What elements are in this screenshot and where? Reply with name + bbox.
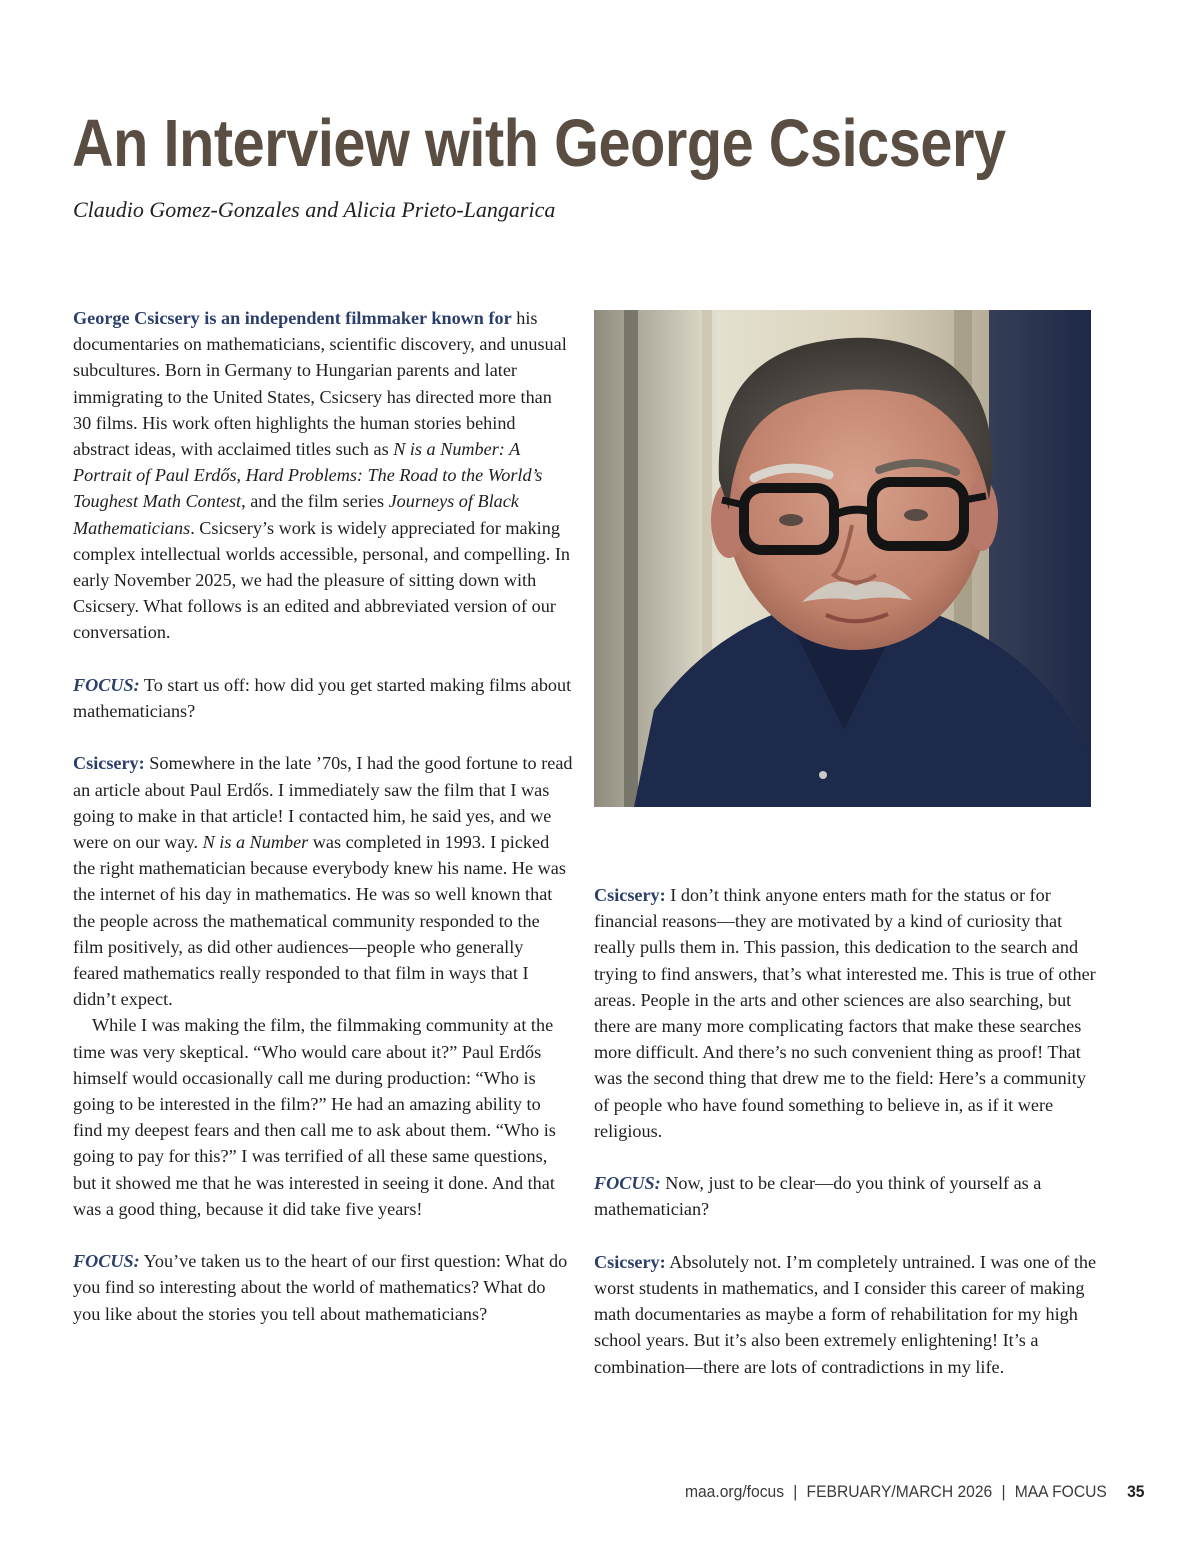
article-title: An Interview with George Csicsery <box>72 106 1006 181</box>
page-number: 35 <box>1126 1482 1144 1501</box>
answer-3: Csicsery: Absolutely not. I’m completely untrained. I was one of the worst students in mathematics, and I consider this career of making math documentaries as maybe a form of rehabilitation for my high school years. But it’s also been extremely enlightening! It’s a combination—there are lots of contradictions in my life. <box>594 1251 1097 1377</box>
intro-lead: George Csicsery is an independent filmmaker known for <box>73 308 512 328</box>
speaker-label: Csicsery: <box>594 885 666 905</box>
right-column <box>594 882 1104 1380</box>
footer-separator: | <box>1000 1482 1006 1501</box>
speaker-label: FOCUS: <box>73 1251 140 1272</box>
film-title: Journeys of Black Mathematicians <box>73 491 519 538</box>
speaker-label: FOCUS: <box>73 674 140 695</box>
page-footer <box>684 1480 1144 1504</box>
footer-separator: | <box>792 1482 797 1501</box>
footer-issue: FEBRUARY/MARCH 2026 <box>806 1482 992 1501</box>
question-2: FOCUS: You’ve taken us to the heart of our first question: What do you find so interesting about the world of mathematics? What do you like about the stories you tell about mathematicians? <box>73 1251 568 1324</box>
film-title: N is a Number <box>202 832 309 853</box>
speaker-label: Csicsery: <box>594 1251 666 1272</box>
answer-1: Csicsery: Somewhere in the late ’70s, I had the good fortune to read an article about Paul Erdős. I immediately saw the film that I was going to make in that article! I contacted him, he said yes, and we were on our way. N is a Number was completed in 1993. I picked the right mathematician because everybody knew his name. He was the internet of his day in mathematics. He was so well known that the people across the mathematical community responded to the film positively, as did other audiences—people who generally feared mathematics really responded to that film in ways that I didn’t expect. <box>73 753 573 1010</box>
question-3: FOCUS: Now, just to be clear—do you think of yourself as a mathematician? <box>594 1173 1042 1220</box>
answer-2: Csicsery: I don’t think anyone enters math for the status or for financial reasons—they are motivated by a kind of curiosity that really pulls them in. This passion, this dedication to the search and trying to find answers, that’s what interested me. This is true of other areas. People in the arts and other sciences are also searching, but there are many more complicating factors that make these searches more difficult. And there’s no such convenient thing as proof! That was the second thing that drew me to the field: Here’s a community of people who have found something to believe in, as if it were religious. <box>594 885 1096 1141</box>
answer-1-continued: While I was making the film, the filmmaking community at the time was very skeptical. “Who would care about it?” Paul Erdős himself would occasionally call me during production: “Who is going to be interested in the film?” He had an amazing ability to find my deepest fears and then call me to ask about them. “Who is going to pay for this?” I was terrified of all these same questions, but it showed me that he was interested in seeing it done. And that was a good thing, because it did take five years! <box>73 1015 556 1219</box>
film-title: Hard Problems: The Road to the World’s Toughest Math Contest <box>73 465 543 512</box>
question-1: FOCUS: To start us off: how did you get started making films about mathematicians? <box>73 674 572 722</box>
film-title: N is a Number: A Portrait of Paul Erdős <box>73 439 520 486</box>
footer-magazine: MAA FOCUS <box>1014 1482 1107 1501</box>
article-authors: Claudio Gomez-Gonzales and Alicia Prieto-Langarica <box>73 197 556 222</box>
footer-url[interactable]: maa.org/focus <box>684 1482 784 1501</box>
speaker-label: FOCUS: <box>594 1173 661 1194</box>
intro-paragraph: George Csicsery is an independent filmmaker known for his documentaries on mathematicians, scientific discovery, and unusual subcultures. Born in Germany to Hungarian parents and later immigrating to the United States, Csicsery has directed more than 30 films. His work often highlights the human stories behind abstract ideas, with acclaimed titles such as N is a Number: A Portrait of Paul Erdős, Hard Problems: The Road to the World’s Toughest Math Contest, and the film series Journeys of Black Mathematicians. Csicsery’s work is widely appreciated for making complex intellectual worlds accessible, personal, and compelling. In early November 2025, we had the pleasure of sitting down with Csicsery. What follows is an edited and abbreviated version of our conversation. <box>73 308 570 643</box>
left-column <box>73 305 573 1327</box>
portrait-photo <box>594 310 1091 807</box>
speaker-label: Csicsery: <box>73 753 145 774</box>
